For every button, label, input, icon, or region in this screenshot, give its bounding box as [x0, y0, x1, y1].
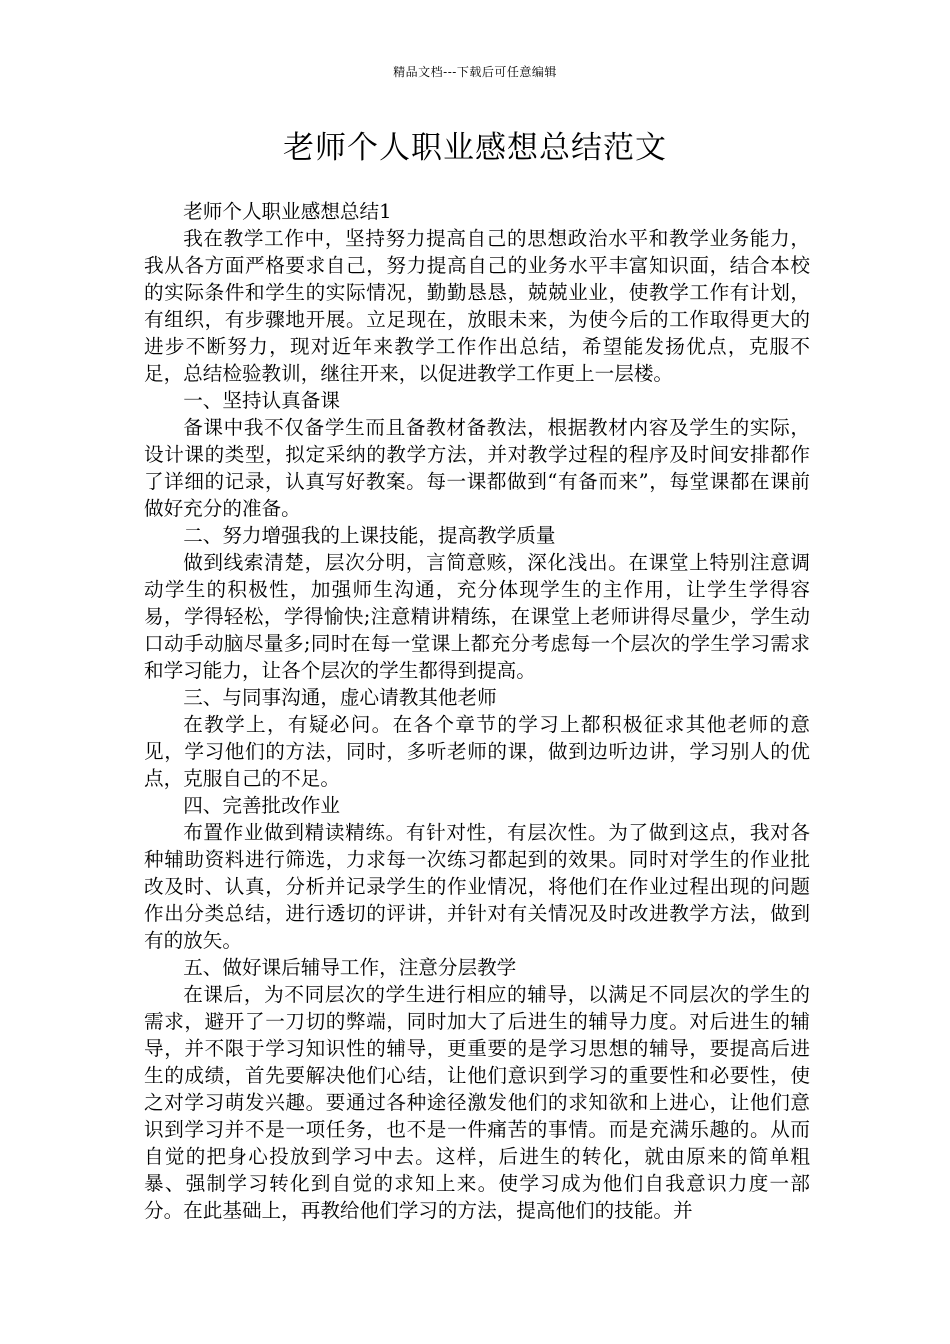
section-heading: 二、努力增强我的上课技能，提高教学质量	[183, 524, 556, 547]
section-heading: 五、做好课后辅导工作，注意分层教学	[183, 956, 517, 979]
page-header: 精品文档---下载后可任意编辑	[393, 65, 557, 79]
section-heading: 一、坚持认真备课	[183, 389, 340, 412]
document-title: 老师个人职业感想总结范文	[283, 130, 667, 166]
document-body	[144, 198, 810, 1224]
section-heading: 三、与同事沟通，虚心请教其他老师	[183, 686, 497, 709]
body-paragraph: 做到线索清楚，层次分明，言简意赅，深化浅出。在课堂上特别注意调动学生的积极性，加强师生沟通，充分体现学生的主作用，让学生学得容易，学得轻松，学得愉快;注意精讲精练，在课堂上老师讲得尽量少，学生动口动手动脑尽量多;同时在每一堂课上都充分考虑每一个层次的学生学习需求和学习能力，让各个层次的学生都得到提高。	[144, 551, 810, 682]
body-paragraph: 在课后，为不同层次的学生进行相应的辅导，以满足不同层次的学生的需求，避开了一刀切的弊端，同时加大了后进生的辅导力度。对后进生的辅导，并不限于学习知识性的辅导，更重要的是学习思想的辅导，要提高后进生的成绩，首先要解决他们心结，让他们意识到学习的重要性和必要性，使之对学习萌发兴趣。要通过各种途径激发他们的求知欲和上进心，让他们意识到学习并不是一项任务，也不是一件痛苦的事情。而是充满乐趣的。从而自觉的把身心投放到学习中去。这样，后进生的转化，就由原来的简单粗暴、强制学习转化到自觉的求知上来。使学习成为他们自我意识力度一部分。在此基础上，再教给他们学习的方法，提高他们的技能。并	[144, 983, 810, 1222]
body-paragraph: 我在教学工作中，坚持努力提高自己的思想政治水平和教学业务能力，我从各方面严格要求自己，努力提高自己的业务水平丰富知识面，结合本校的实际条件和学生的实际情况，勤勤恳恳，兢兢业业，使教学工作有计划，有组织，有步骤地开展。立足现在，放眼未来，为使今后的工作取得更大的进步不断努力，现对近年来教学工作作出总结，希望能发扬优点，克服不足，总结检验教训，继往开来，以促进教学工作更上一层楼。	[144, 227, 810, 385]
section-heading: 四、完善批改作业	[183, 794, 340, 817]
body-paragraph: 布置作业做到精读精练。有针对性，有层次性。为了做到这点，我对各种辅助资料进行筛选，力求每一次练习都起到的效果。同时对学生的作业批改及时、认真，分析并记录学生的作业情况，将他们在作业过程出现的问题作出分类总结，进行透切的评讲，并针对有关情况及时改进教学方法，做到有的放矢。	[144, 821, 810, 952]
body-paragraph: 备课中我不仅备学生而且备教材备教法，根据教材内容及学生的实际，设计课的类型，拟定采纳的教学方法，并对教学过程的程序及时间安排都作了详细的记录，认真写好教案。每一课都做到“有备而来”，每堂课都在课前做好充分的准备。	[144, 416, 810, 520]
body-paragraph: 在教学上，有疑必问。在各个章节的学习上都积极征求其他老师的意见，学习他们的方法，同时，多听老师的课，做到边听边讲，学习别人的优点，克服自己的不足。	[144, 713, 810, 790]
section-heading: 老师个人职业感想总结1	[183, 200, 392, 223]
